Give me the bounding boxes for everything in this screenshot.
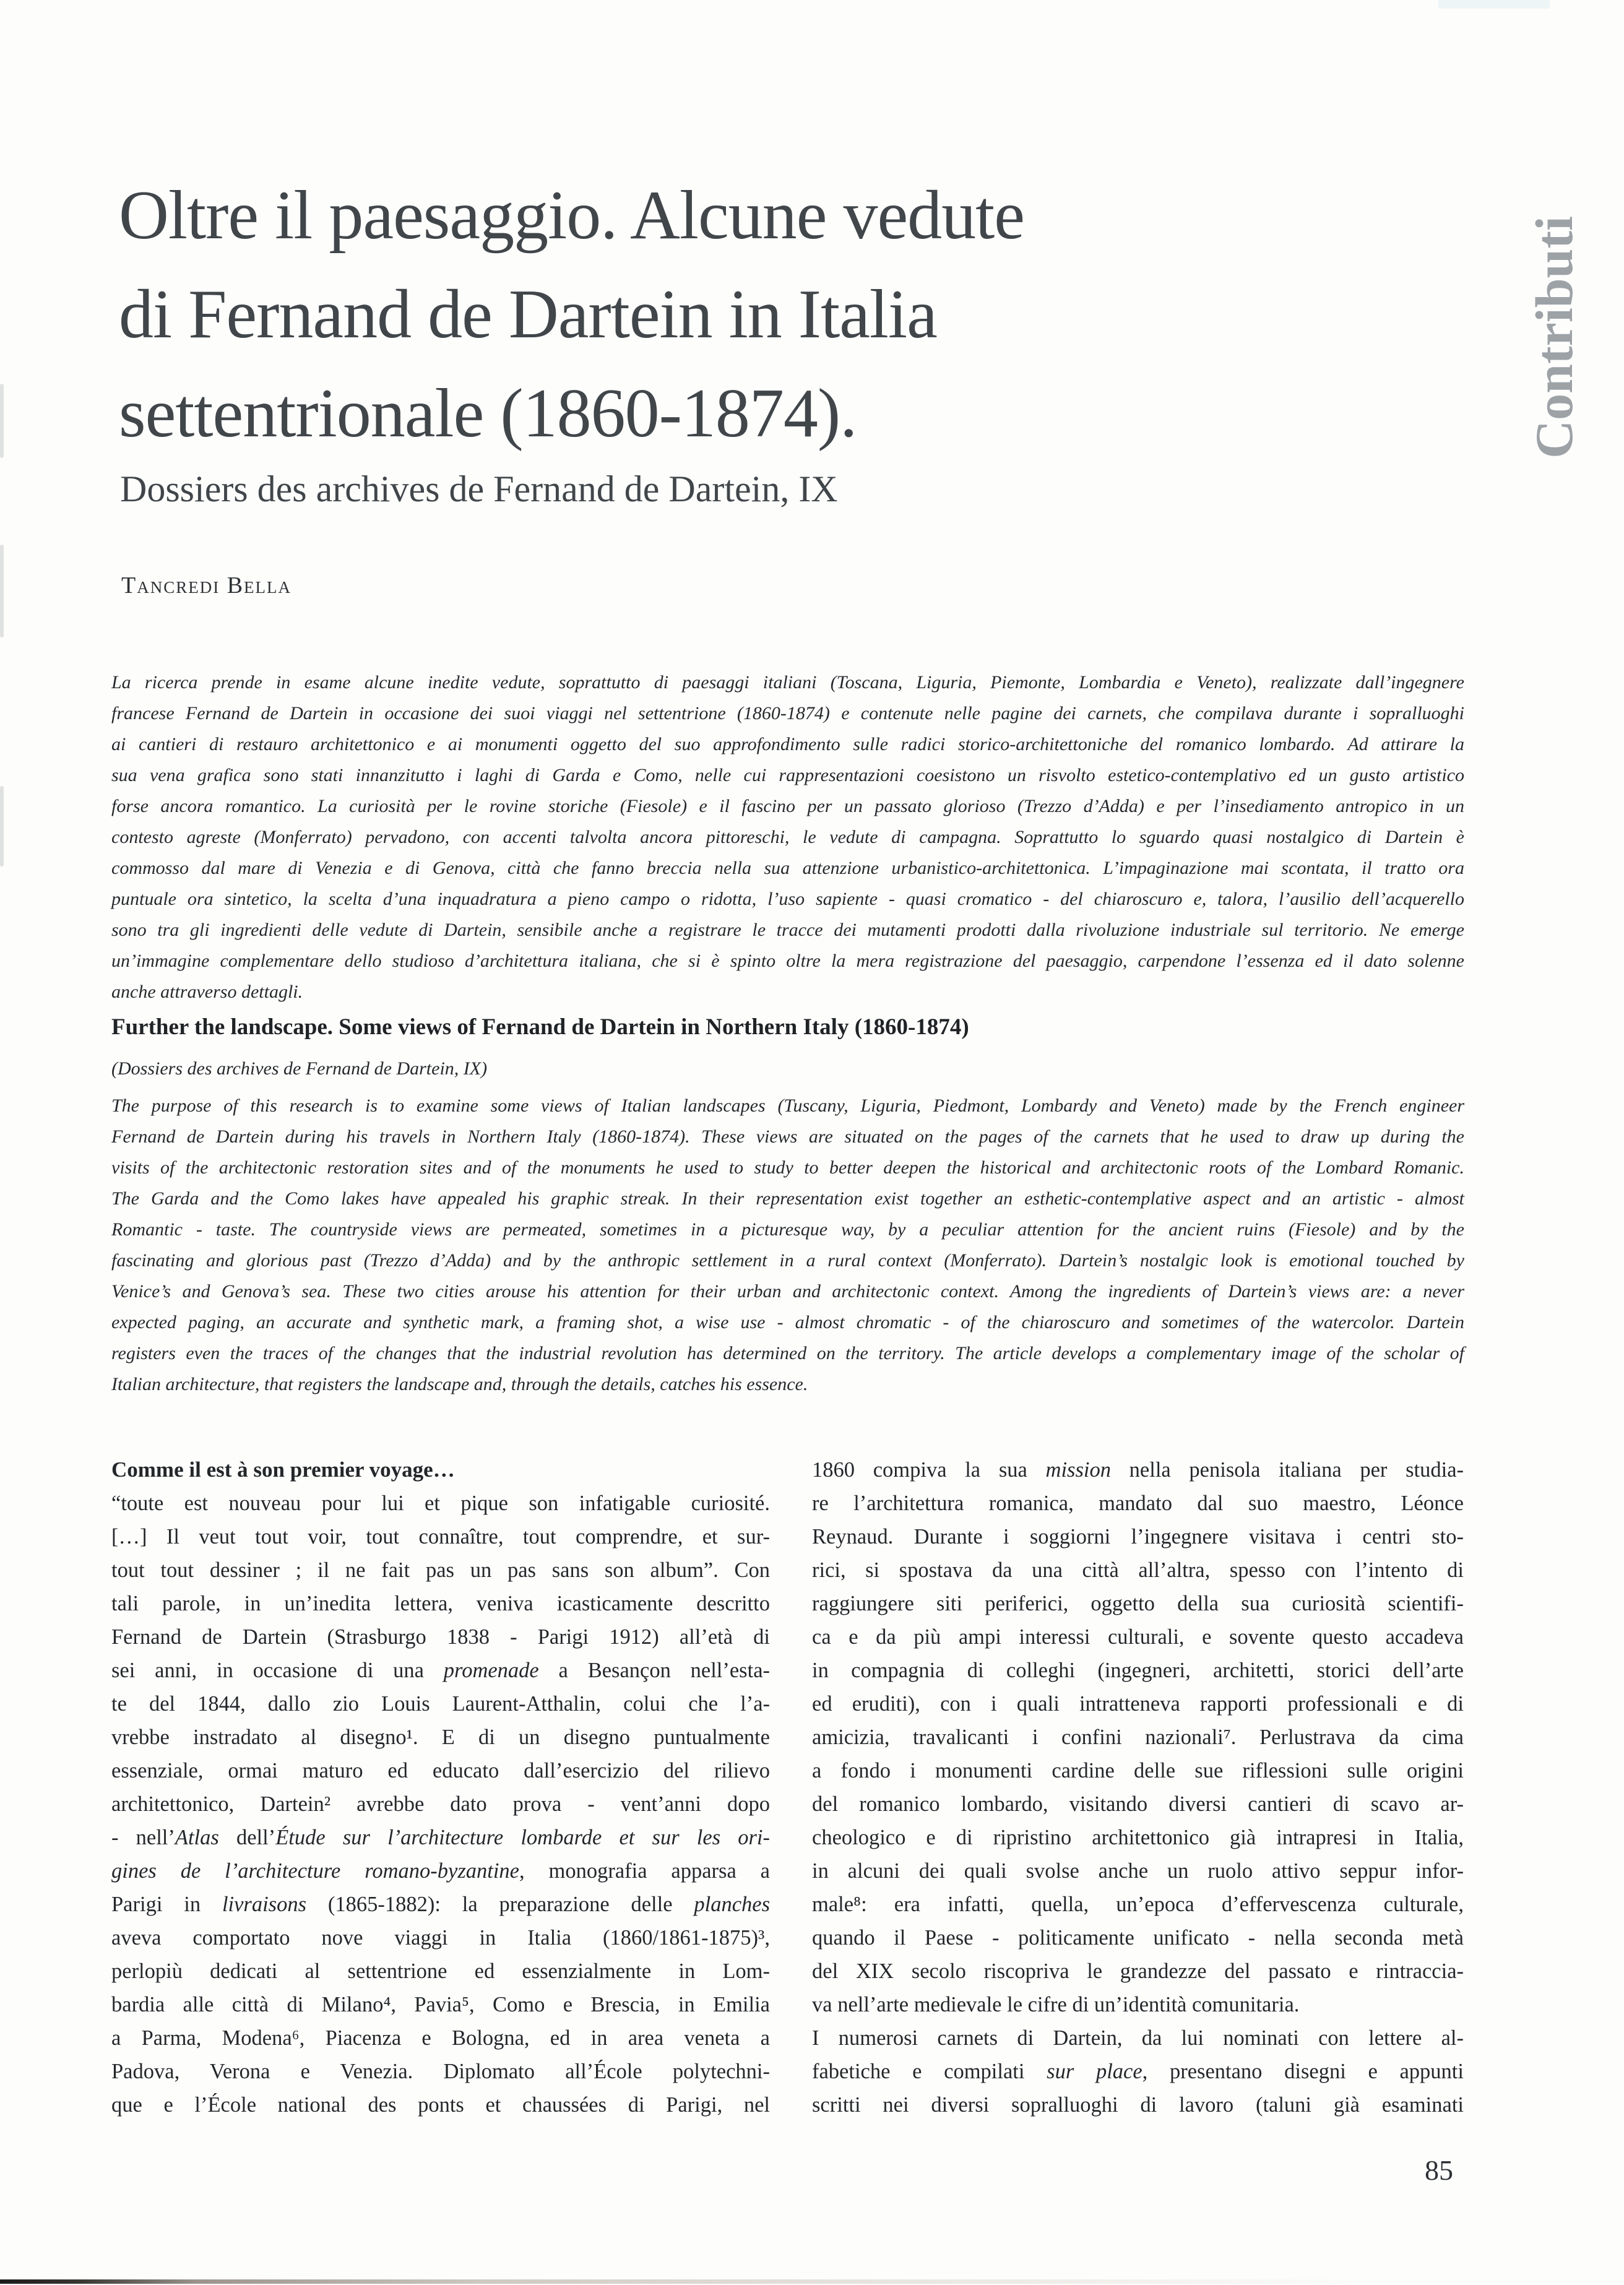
text-line: Romantic - taste. The countryside views are permeated, sometimes in a picturesque way, by a peculiar attention for the ancient ruins (Fiesole) and by the [111,1219,1464,1240]
text-line: ai cantieri di restauro architettonico e ai monumenti oggetto del suo approfondimento sulle radici storico-architettoniche del romanico lombardo. Ad attirare la [111,734,1464,754]
body-column-right [812,1453,1464,2122]
text-line: […] Il veut tout voir, tout connaître, tout comprendre, et sur- [111,1525,770,1549]
text-line: tout tout dessiner ; il ne fait pas un pas sans son album”. Con [111,1558,770,1582]
text-line: aveva comportato nove viaggi in Italia (1860/1861-1875)³, [111,1926,770,1950]
text-line: del romanico lombardo, visitando diversi cantieri di scavo ar- [812,1792,1464,1816]
text-line: male⁸: era infatti, quella, un’epoca d’effervescenza culturale, [812,1893,1464,1916]
author-name: Tancredi Bella [121,572,292,598]
text-line: The purpose of this research is to examine some views of Italian landscapes (Tuscany, Liguria, Piedmont, Lombardy and Veneto) made by the French engineer [111,1095,1464,1116]
text-line: que e l’École national des ponts et chaussées di Parigi, nel [111,2093,770,2117]
text-line: I numerosi carnets di Dartein, da lui nominati con lettere al- [812,2026,1464,2050]
text-line: raggiungere siti periferici, oggetto della sua curiosità scientifi- [812,1592,1464,1615]
text-line: visits of the architectonic restoration sites and of the monuments he used to study to better deepen the historical and architectonic roots of the Lombard Romanic. [111,1157,1464,1178]
text-line: cheologico e di ripristino architettonico già intrapresi in Italia, [812,1826,1464,1849]
text-line: sua vena grafica sono stati innanzitutto i laghi di Garda e Como, nelle cui rappresentazioni coesistono un risvolto estetico-contemplativo ed un gusto artistico [111,765,1464,785]
text-line: un’immagine complementare dello studioso d’architettura italiana, che si è spinto oltre la mera registrazione del paesaggio, carpendone l’essenza ed il dato solenne [111,951,1464,971]
text-line: gines de l’architecture romano-byzantine, monografia apparsa a [111,1859,770,1883]
text-line: Oltre il paesaggio. Alcune vedute [119,177,1024,254]
text-line: forse ancora romantico. La curiosità per le rovine storiche (Fiesole) e il fascino per un passato glorioso (Trezzo d’Adda) e per l’insediamento antropico in un [111,796,1464,816]
body-column-left [111,1453,770,2122]
text-line: francese Fernand de Dartein in occasione dei suoi viaggi nel settentrione (1860-1874) e contenute nelle pagine dei carnets, che compilava durante i sopralluoghi [111,703,1464,724]
text-line: fascinating and glorious past (Trezzo d’Adda) and by the anthropic settlement in a rural context (Monferrato). Dartein’s nostalgic look is emotional touched by [111,1250,1464,1271]
scan-smudge [0,786,4,866]
text-line: puntuale ora sintetico, la scelta d’una inquadratura a pieno campo o ridotta, l’uso sapiente - quasi cromatico - del chiaroscuro e, talora, l’ausilio dell’acquerello [111,889,1464,909]
text-line: “toute est nouveau pour lui et pique son infatigable curiosité. [111,1492,770,1515]
article-subtitle: Dossiers des archives de Fernand de Dartein, IX [120,469,838,509]
column-left-text [111,1487,770,2122]
text-line: registers even the traces of the changes that the industrial revolution has determined on the territory. The article develops a complementary image of the scholar of [111,1343,1464,1363]
text-line: La ricerca prende in esame alcune inedite vedute, soprattutto di paesaggi italiani (Toscana, Liguria, Piemonte, Lombardia e Veneto), realizzate dall’ingegnere [111,672,1464,693]
text-line: commosso dal mare di Venezia e di Genova, città che fanno breccia nella sua attenzione urbanistico-architettonica. L’impaginazione mai scontata, il tratto ora [111,858,1464,878]
text-line: Italian architecture, that registers the landscape and, through the details, catches his essence. [111,1374,808,1394]
text-line: fabetiche e compilati sur place, presentano disegni e appunti [812,2060,1464,2083]
text-line: ed eruditi), con i quali intratteneva rapporti professionali e di [812,1692,1464,1716]
english-abstract-subheading: (Dossiers des archives de Fernand de Dartein, IX) [111,1058,488,1079]
text-line: bardia alle città di Milano⁴, Pavia⁵, Como e Brescia, in Emilia [111,1993,770,2016]
page-number: 85 [1425,2154,1453,2186]
text-line: va nell’arte medievale le cifre di un’identità comunitaria. [812,1993,1300,2016]
text-line: 1860 compiva la sua mission nella penisola italiana per studia- [812,1458,1464,1482]
text-line: te del 1844, dallo zio Louis Laurent-Atthalin, colui che l’a- [111,1692,770,1716]
text-line: expected paging, an accurate and synthetic mark, a framing shot, a wise use - almost chromatic - of the chiaroscuro and sometimes of the watercolor. Dartein [111,1312,1464,1333]
text-line: essenziale, ormai maturo ed educato dall’esercizio del rilievo [111,1759,770,1782]
text-line: quando il Paese - politicamente unificato - nella seconda metà [812,1926,1464,1950]
section-margin-label: Contributi [1524,216,1584,459]
text-line: settentrionale (1860-1874). [119,375,857,452]
text-line: in alcuni dei quali svolse anche un ruolo attivo seppur infor- [812,1859,1464,1883]
scan-smudge [1438,0,1550,9]
text-line: Parigi in livraisons (1865-1882): la preparazione delle planches [111,1893,771,1916]
english-abstract-heading: Further the landscape. Some views of Fernand de Dartein in Northern Italy (1860-1874) [111,1014,969,1040]
abstract-english [111,1091,1464,1400]
text-line: in compagnia di colleghi (ingegneri, architetti, storici dell’arte [812,1659,1464,1682]
text-line: sono tra gli ingredienti delle vedute di Dartein, sensibile anche a registrare le tracce dei mutamenti prodotti dalla rivoluzione industriale sul territorio. Ne emerge [111,920,1464,940]
text-line: del XIX secolo riscopriva le grandezze del passato e rintraccia- [812,1959,1464,1983]
section-heading: Comme il est à son premier voyage… [111,1458,455,1482]
text-line: sei anni, in occasione di una promenade a Besançon nell’esta- [111,1659,770,1682]
text-line: architettonico, Dartein² avrebbe dato prova - vent’anni dopo [111,1792,770,1816]
text-line: scritti nei diversi sopralluoghi di lavoro (taluni già esaminati [812,2093,1464,2117]
text-line: Padova, Verona e Venezia. Diplomato all’École polytechni- [111,2060,770,2083]
scan-smudge [0,384,4,458]
text-line: a Parma, Modena⁶, Piacenza e Bologna, ed in area veneta a [111,2026,770,2050]
column-right-text [812,1453,1464,2122]
text-line: Fernand de Dartein (Strasburgo 1838 - Parigi 1912) all’età di [111,1625,770,1649]
scan-smudge [0,545,4,637]
text-line: amicizia, travalicanti i confini nazionali⁷. Perlustrava da cima [812,1726,1464,1749]
text-line: perlopiù dedicati al settentrione ed essenzialmente in Lom- [111,1959,770,1983]
text-line: The Garda and the Como lakes have appealed his graphic streak. In their representation exist together an esthetic-contemplative aspect and an artistic - almost [111,1188,1464,1209]
text-line: Fernand de Dartein during his travels in Northern Italy (1860-1874). These views are situated on the pages of the carnets that he used to draw up during the [111,1126,1464,1147]
text-line: anche attraverso dettagli. [111,982,303,1002]
text-line: contesto agreste (Monferrato) pervadono, con accenti talvolta ancora pittoreschi, le vedute di campagna. Soprattutto lo sguardo quasi nostalgico di Dartein è [111,827,1464,847]
text-line: re l’architettura romanica, mandato dal suo maestro, Léonce [812,1492,1464,1515]
abstract-italian [111,667,1464,1008]
article-title [119,166,1487,463]
text-line: tali parole, in un’inedita lettera, veniva icasticamente descritto [111,1592,770,1615]
text-line: - nell’Atlas dell’Étude sur l’architecture lombarde et sur les ori- [111,1826,770,1849]
text-line: ca e da più ampi interessi culturali, e sovente questo accadeva [812,1625,1464,1649]
text-line: a fondo i monumenti cardine delle sue riflessioni sulle origini [812,1759,1464,1782]
text-line: rici, si spostava da una città all’altra, spesso con l’intento di [812,1558,1464,1582]
text-line: Reynaud. Durante i soggiorni l’ingegnere visitava i centri sto- [812,1525,1464,1549]
scan-edge-artifact [0,2279,1624,2284]
text-line: di Fernand de Dartein in Italia [119,276,937,353]
text-line: Venice’s and Genova’s sea. These two cities arouse his attention for their urban and architectonic context. Among the ingredients of Dartein’s views are: a never [111,1281,1464,1302]
text-line: vrebbe instradato al disegno¹. E di un disegno puntualmente [111,1726,770,1749]
